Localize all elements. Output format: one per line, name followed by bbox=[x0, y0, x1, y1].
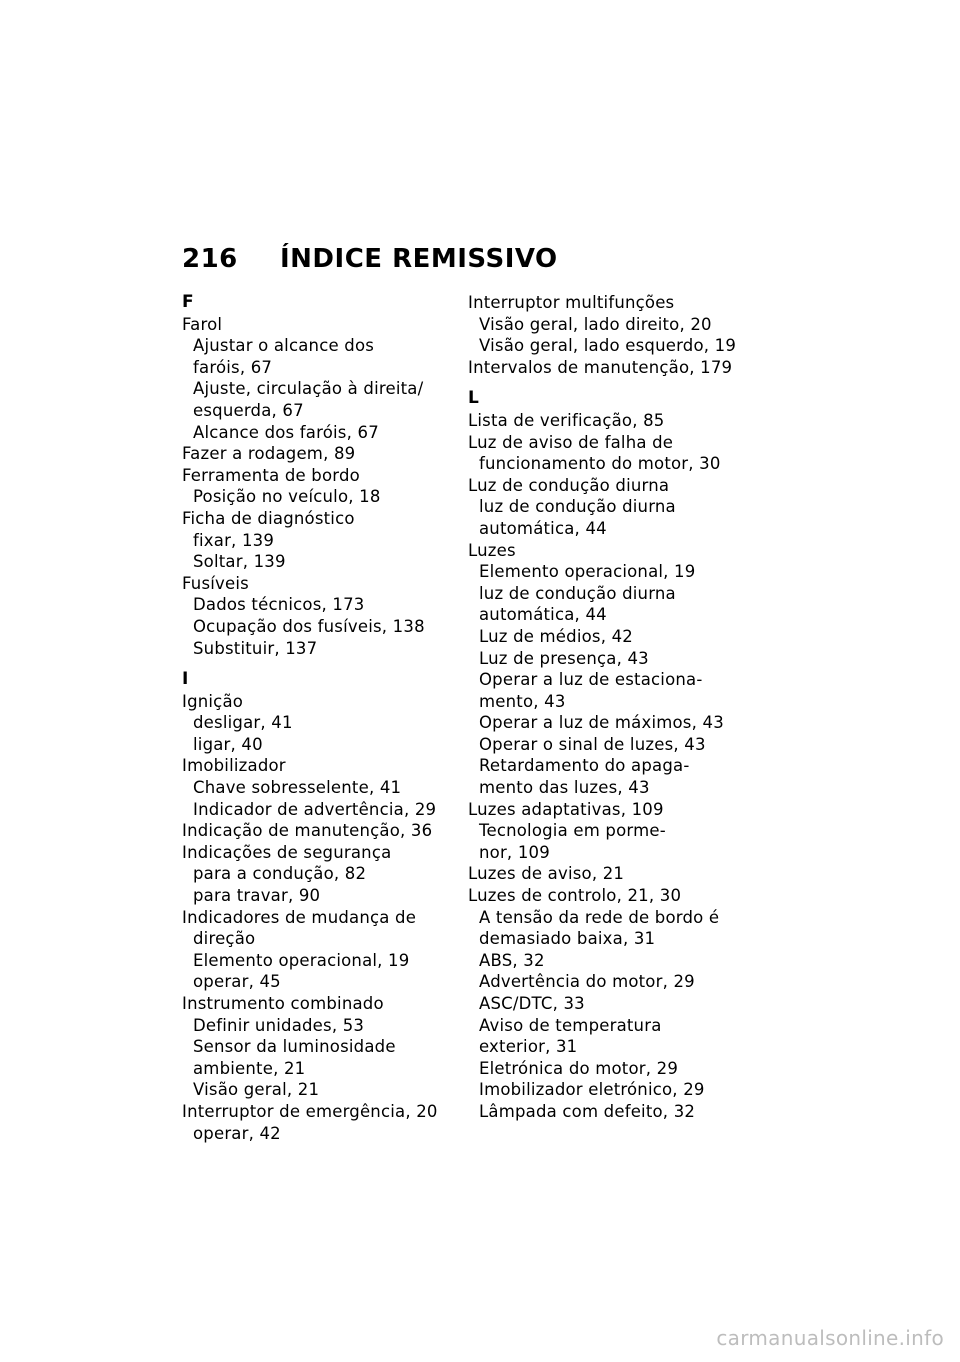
index-subentry: para travar, 90 bbox=[193, 886, 321, 906]
index-subentry: desligar, 41 bbox=[193, 713, 293, 733]
index-subentry: operar, 45 bbox=[193, 972, 281, 992]
index-subentry: luz de condução diurna bbox=[479, 497, 676, 517]
index-subentry: Ajustar o alcance dos bbox=[193, 336, 375, 356]
index-subentry: Indicador de advertência, 29 bbox=[193, 799, 437, 819]
index-subentry: Chave sobresselente, 41 bbox=[193, 778, 402, 798]
index-entry: Lista de verificação, 85 bbox=[468, 410, 665, 430]
index-subentry: Elemento operacional, 19 bbox=[479, 562, 696, 582]
index-entry: Ignição bbox=[182, 691, 244, 711]
section-letter-i: I bbox=[182, 669, 189, 690]
index-subentry: para a condução, 82 bbox=[193, 864, 367, 884]
index-subentry: Operar o sinal de luzes, 43 bbox=[479, 734, 706, 754]
index-subentry-cont: faróis, 67 bbox=[193, 357, 273, 377]
index-subentry: Visão geral, lado esquerdo, 19 bbox=[479, 336, 737, 356]
index-subentry: Definir unidades, 53 bbox=[193, 1015, 365, 1035]
index-entry: Imobilizador bbox=[182, 756, 286, 776]
index-subentry: Visão geral, lado direito, 20 bbox=[479, 314, 712, 334]
index-entry-cont: funcionamento do motor, 30 bbox=[479, 454, 721, 474]
index-entry: Fusíveis bbox=[182, 573, 249, 593]
index-subentry: Luz de médios, 42 bbox=[479, 626, 633, 646]
index-subentry-cont: esquerda, 67 bbox=[193, 400, 304, 420]
index-subentry: Dados técnicos, 173 bbox=[193, 595, 365, 615]
index-subentry: operar, 42 bbox=[193, 1123, 281, 1143]
watermark: carmanualsonline.info bbox=[716, 1326, 944, 1350]
index-subentry-cont: automática, 44 bbox=[479, 605, 607, 625]
section-letter-l: L bbox=[468, 388, 480, 409]
index-subentry: fixar, 139 bbox=[193, 530, 275, 550]
index-subentry: luz de condução diurna bbox=[479, 583, 676, 603]
index-entry: Fazer a rodagem, 89 bbox=[182, 444, 356, 464]
index-entry: Luzes de controlo, 21, 30 bbox=[468, 886, 682, 906]
index-subentry: Soltar, 139 bbox=[193, 552, 286, 572]
index-entry: Luzes de aviso, 21 bbox=[468, 864, 625, 884]
index-subentry-cont: exterior, 31 bbox=[479, 1037, 578, 1057]
index-subentry: ligar, 40 bbox=[193, 734, 263, 754]
index-subentry: ABS, 32 bbox=[479, 950, 545, 970]
index-subentry: Operar a luz de máximos, 43 bbox=[479, 713, 724, 733]
index-subentry: Ajuste, circulação à direita/ bbox=[193, 379, 424, 399]
index-subentry: Posição no veículo, 18 bbox=[193, 487, 381, 507]
index-subentry-cont: demasiado baixa, 31 bbox=[479, 929, 656, 949]
index-column-left bbox=[182, 292, 454, 1144]
index-column-right bbox=[468, 292, 740, 1123]
index-subentry: Ocupação dos fusíveis, 138 bbox=[193, 616, 425, 636]
index-subentry: Imobilizador eletrónico, 29 bbox=[479, 1080, 705, 1100]
index-subentry-cont: automática, 44 bbox=[479, 518, 607, 538]
index-entry: Luz de aviso de falha de bbox=[468, 432, 674, 452]
index-subentry: Elemento operacional, 19 bbox=[193, 950, 410, 970]
index-subentry: Operar a luz de estaciona- bbox=[479, 670, 703, 690]
index-subentry-cont: mento das luzes, 43 bbox=[479, 778, 650, 798]
index-entry: Ficha de diagnóstico bbox=[182, 508, 355, 528]
index-entry: Intervalos de manutenção, 179 bbox=[468, 357, 733, 377]
index-entry: Indicação de manutenção, 36 bbox=[182, 821, 433, 841]
index-subentry: Tecnologia em porme- bbox=[479, 821, 666, 841]
index-entry: Instrumento combinado bbox=[182, 994, 384, 1013]
index-subentry: Alcance dos faróis, 67 bbox=[193, 422, 379, 442]
index-entry-cont: direção bbox=[193, 929, 256, 949]
index-subentry: Retardamento do apaga- bbox=[479, 756, 690, 776]
page-title: ÍNDICE REMISSIVO bbox=[280, 244, 558, 274]
index-subentry: ASC/DTC, 33 bbox=[479, 994, 585, 1013]
index-subentry: Advertência do motor, 29 bbox=[479, 972, 695, 992]
index-subentry: Luz de presença, 43 bbox=[479, 648, 649, 668]
index-entry: Interruptor de emergência, 20 bbox=[182, 1101, 438, 1121]
index-subentry-cont: mento, 43 bbox=[479, 691, 566, 711]
index-entry: Luzes bbox=[468, 540, 516, 560]
index-entry: Luz de condução diurna bbox=[468, 475, 670, 495]
index-subentry-cont: nor, 109 bbox=[479, 842, 550, 862]
index-subentry-cont: ambiente, 21 bbox=[193, 1058, 306, 1078]
index-subentry: Lâmpada com defeito, 32 bbox=[479, 1101, 696, 1121]
section-letter-f: F bbox=[182, 292, 194, 312]
page-header bbox=[182, 244, 558, 274]
index-subentry: Visão geral, 21 bbox=[193, 1080, 320, 1100]
index-subentry: Eletrónica do motor, 29 bbox=[479, 1058, 679, 1078]
index-subentry: Substituir, 137 bbox=[193, 638, 318, 658]
index-entry: Indicadores de mudança de bbox=[182, 907, 417, 927]
index-entry: Farol bbox=[182, 314, 223, 334]
index-entry: Interruptor multifunções bbox=[468, 293, 675, 312]
index-subentry: A tensão da rede de bordo é bbox=[479, 907, 720, 927]
page-number: 216 bbox=[182, 244, 238, 274]
index-entry: Ferramenta de bordo bbox=[182, 465, 360, 485]
index-subentry: Aviso de temperatura bbox=[479, 1015, 662, 1035]
index-entry: Indicações de segurança bbox=[182, 842, 392, 862]
index-subentry: Sensor da luminosidade bbox=[193, 1037, 396, 1057]
index-entry: Luzes adaptativas, 109 bbox=[468, 799, 664, 819]
